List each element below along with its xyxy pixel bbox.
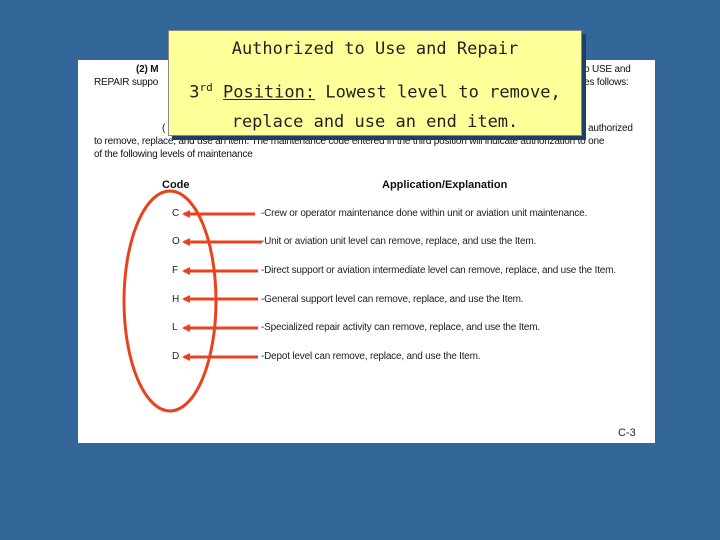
doc-para1-left-a: (2) M	[136, 64, 159, 75]
code-cell: H	[172, 294, 180, 305]
explanation-cell: -Depot level can remove, replace, and use the Item.	[261, 351, 481, 362]
doc-para2-right-a: authorized	[588, 123, 633, 134]
code-cell: D	[172, 351, 180, 362]
code-cell: F	[172, 265, 179, 276]
doc-para2-line3: of the following levels of maintenance	[94, 149, 253, 160]
callout-title: Authorized to Use and Repair	[231, 39, 519, 59]
column-header-code: Code	[162, 179, 190, 191]
code-cell: L	[172, 322, 178, 333]
doc-para2-line2: to remove, replace, and use an item. The maintenance code entered in the third position will indicate authorization to one	[94, 136, 605, 147]
callout-position-label: Position:	[222, 82, 316, 103]
callout-ordinal: 3	[189, 82, 200, 103]
explanation-cell: -Specialized repair activity can remove, replace, and use the Item.	[261, 322, 540, 333]
callout-position-line	[169, 81, 581, 103]
doc-para2-left-a: (	[162, 123, 166, 134]
explanation-cell: -Unit or aviation unit level can remove, replace, and use the Item.	[261, 236, 537, 247]
code-cell: C	[172, 208, 180, 219]
code-cell: O	[172, 236, 180, 247]
explanation-cell: -Crew or operator maintenance done within unit or aviation unit maintenance.	[261, 208, 588, 219]
doc-para1-right-b: es follows:	[584, 77, 629, 88]
callout-position-text: Lowest level to remove,	[315, 82, 561, 103]
callout-line3: replace and use an end item.	[231, 112, 519, 132]
explanation-cell: -Direct support or aviation intermediate level can remove, replace, and use the Item.	[261, 265, 616, 276]
callout-box	[168, 30, 582, 136]
doc-para1-left-b: REPAIR suppo	[94, 77, 159, 88]
callout-ordinal-suffix: rd	[199, 81, 213, 94]
explanation-cell: -General support level can remove, replace, and use the Item.	[261, 294, 524, 305]
column-header-explanation: Application/Explanation	[382, 179, 508, 191]
page-number: C-3	[618, 427, 636, 439]
doc-para1-right-a: o USE and	[584, 64, 631, 75]
